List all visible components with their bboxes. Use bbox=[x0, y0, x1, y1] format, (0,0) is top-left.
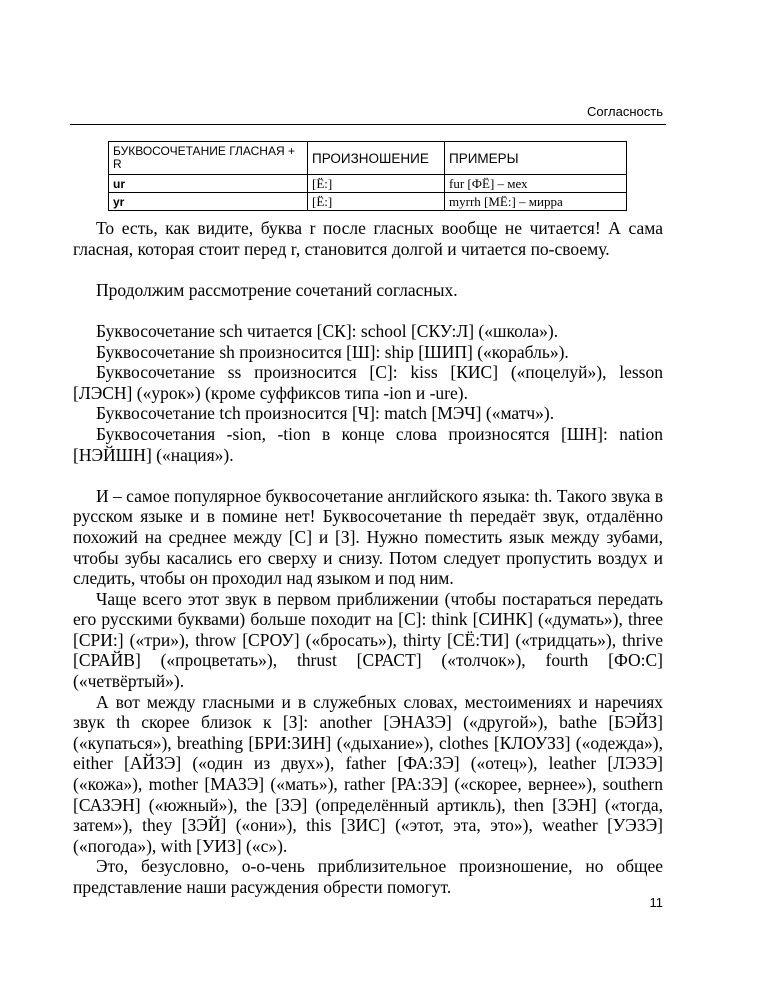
table-row bbox=[109, 175, 627, 193]
column-header-pronunciation: ПРОИЗНОШЕНИЕ bbox=[308, 142, 445, 175]
paragraph: И – самое популярное буквосочетание английского языка: th. Такого звука в русском языке и в помине нет! Буквосочетание th передаёт звук, отдалённо похожий на среднее между [С] и [З]. Нужно поместить язык между зубами, чтобы зубы касались его сверху и снизу. Потом следует пропустить воздух и следить, чтобы он проходил над языком и под ним. bbox=[73, 485, 663, 589]
section-title: Согласность bbox=[586, 104, 663, 119]
paragraph: Это, безусловно, о-о-чень приблизительное произношение, но общее представление наши расуждения обрести помогут. bbox=[73, 856, 663, 897]
paragraph: Буквосочетания -sion, -tion в конце слова произносятся [ШН]: nation [НЭЙШН] («нация»). bbox=[73, 423, 663, 465]
column-header-examples: ПРИМЕРЫ bbox=[445, 142, 627, 175]
paragraph: Чаще всего этот звук в первом приближении (чтобы постараться передать его русскими буквами) больше походит на [С]: think [СИНК] («думать»), three [СРИ:] («три»), throw [СРОУ] («бросать»), thirty [СЁ:ТИ] («тридцать»), thrive [СРАЙВ] («процветать»), thrust [СРАСТ] («толчок»), fourth [ФО:С] («четвёртый»). bbox=[73, 588, 663, 692]
column-header-combination: БУКВОСОЧЕТАНИЕ ГЛАСНАЯ + R bbox=[109, 142, 308, 175]
table-cell-pronunciation: [Ё:] bbox=[308, 193, 445, 211]
header-rule bbox=[70, 124, 666, 125]
body-text bbox=[73, 218, 663, 898]
table-cell-pronunciation: [Ё:] bbox=[308, 175, 445, 193]
table-cell-example: fur [ФЁ] – мех bbox=[445, 175, 627, 193]
paragraph: Буквосочетание sch читается [СК]: school [СКУ:Л] («школа»). bbox=[96, 320, 559, 341]
paragraph: А вот между гласными и в служебных словах, местоимениях и наречиях звук th скорее близок к [З]: another [ЭНАЗЭ] («другой»), bathe [БЭЙЗ] («купаться»), breathing [БРИ:ЗИН] («дыхание»), clothes [КЛОУЗЗ] («одежда»), either [АЙЗЭ] («один из двух»), father [ФА:ЗЭ] («отец»), leather [ЛЭЗЭ] («кожа»), mother [МАЗЭ] («мать»), rather [РА:ЗЭ] («скорее, вернее»), southern [САЗЭН] («южный»), the [ЗЭ] (определённый артикль), then [ЗЭН] («тогда, затем»), they [ЗЭЙ] («они»), this [ЗИС] («этот, эта, это»), weather [УЭЗЭ] («погода»), with [УИЗ] («с»). bbox=[73, 691, 663, 856]
table-row bbox=[109, 193, 627, 211]
table-cell-combination: ur bbox=[109, 175, 308, 193]
paragraph: Буквосочетание ss произносится [С]: kiss [КИС] («поцелуй»), lesson [ЛЭСН] («урок») (кроме суффиксов типа -ion и -ure). bbox=[73, 362, 663, 403]
table-cell-example: myrrh [МЁ:] – мирра bbox=[445, 193, 627, 211]
table-header-row bbox=[109, 142, 627, 175]
paragraph: Буквосочетание sh произносится [Ш]: ship [ШИП] («корабль»). bbox=[96, 341, 569, 362]
paragraph: То есть, как видите, буква r после гласных вообще не читается! А сама гласная, которая стоит перед r, становится долгой и читается по-своему. bbox=[73, 218, 663, 259]
paragraph: Продолжим рассмотрение сочетаний согласных. bbox=[96, 279, 458, 300]
table-cell-combination: yr bbox=[109, 193, 308, 211]
pronunciation-table bbox=[108, 141, 627, 211]
paragraph: Буквосочетание tch произносится [Ч]: match [МЭЧ] («матч»). bbox=[96, 403, 555, 424]
page-number: 11 bbox=[649, 895, 663, 910]
